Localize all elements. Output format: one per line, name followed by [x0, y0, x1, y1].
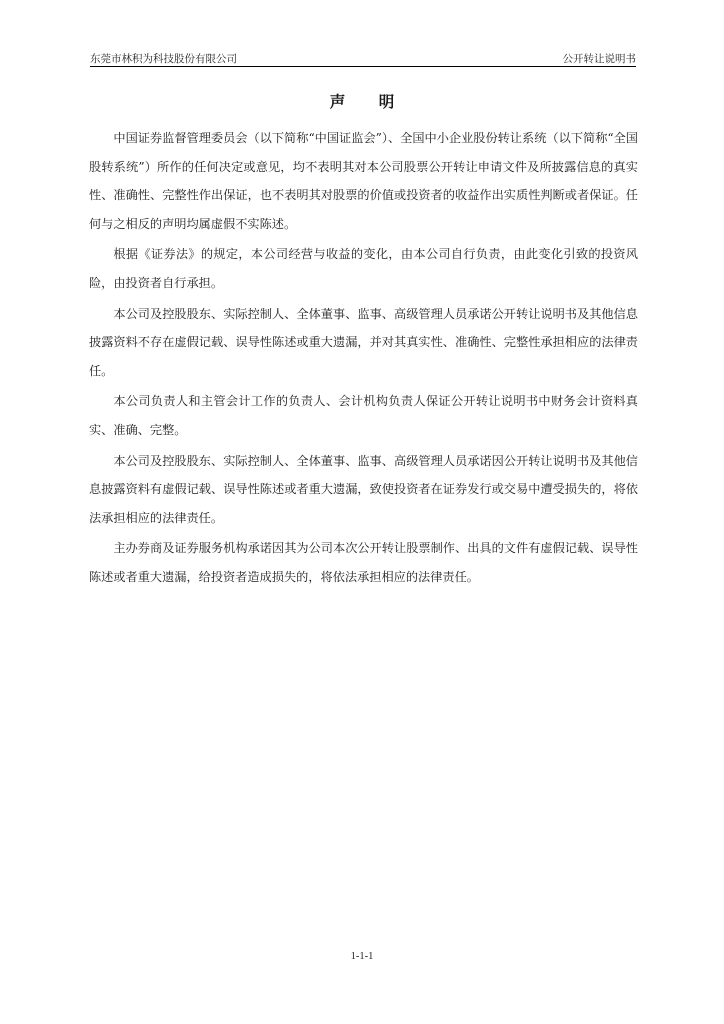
page-header — [90, 50, 636, 67]
paragraph-csrc-disclaimer: 中国证券监督管理委员会（以下简称“中国证监会”）、全国中小企业股份转让系统（以下简称“全国股转系统”）所作的任何决定或意见，均不表明其对本公司股票公开转让申请文件及所披露信息的真实性、准确性、完整性作出保证，也不表明其对股票的价值或投资者的收益作出实质性判断或者保证。任何与之相反的声明均属虚假不实陈述。 — [89, 131, 638, 231]
section-title: 声 明 — [329, 93, 409, 111]
page-number: 1-1-1 — [350, 951, 374, 962]
paragraph-disclosure-commitment: 本公司及控股股东、实际控制人、全体董事、监事、高级管理人员承诺公开转让说明书及其他信息披露资料不存在虚假记载、误导性陈述或重大遗漏，并对其真实性、准确性、完整性承担相应的法律责任。 — [89, 306, 638, 378]
paragraph-financial-guarantee: 本公司负责人和主管会计工作的负责人、会计机构负责人保证公开转让说明书中财务会计资料真实、准确、完整。 — [89, 394, 638, 437]
paragraph-liability-commitment: 本公司及控股股东、实际控制人、全体董事、监事、高级管理人员承诺因公开转让说明书及其他信息披露资料有虚假记载、误导性陈述或者重大遗漏，致使投资者在证券发行或交易中遭受损失的，将依法承担相应的法律责任。 — [89, 453, 638, 525]
paragraph-securities-law: 根据《证券法》的规定，本公司经营与收益的变化，由本公司自行负责，由此变化引致的投资风险，由投资者自行承担。 — [89, 247, 638, 290]
document-title: 公开转让说明书 — [562, 53, 636, 65]
company-name: 东莞市林积为科技股份有限公司 — [90, 53, 237, 65]
paragraph-broker-commitment: 主办券商及证券服务机构承诺因其为公司本次公开转让股票制作、出具的文件有虚假记载、误导性陈述或者重大遗漏，给投资者造成损失的，将依法承担相应的法律责任。 — [89, 541, 638, 584]
statement-body — [89, 124, 638, 594]
